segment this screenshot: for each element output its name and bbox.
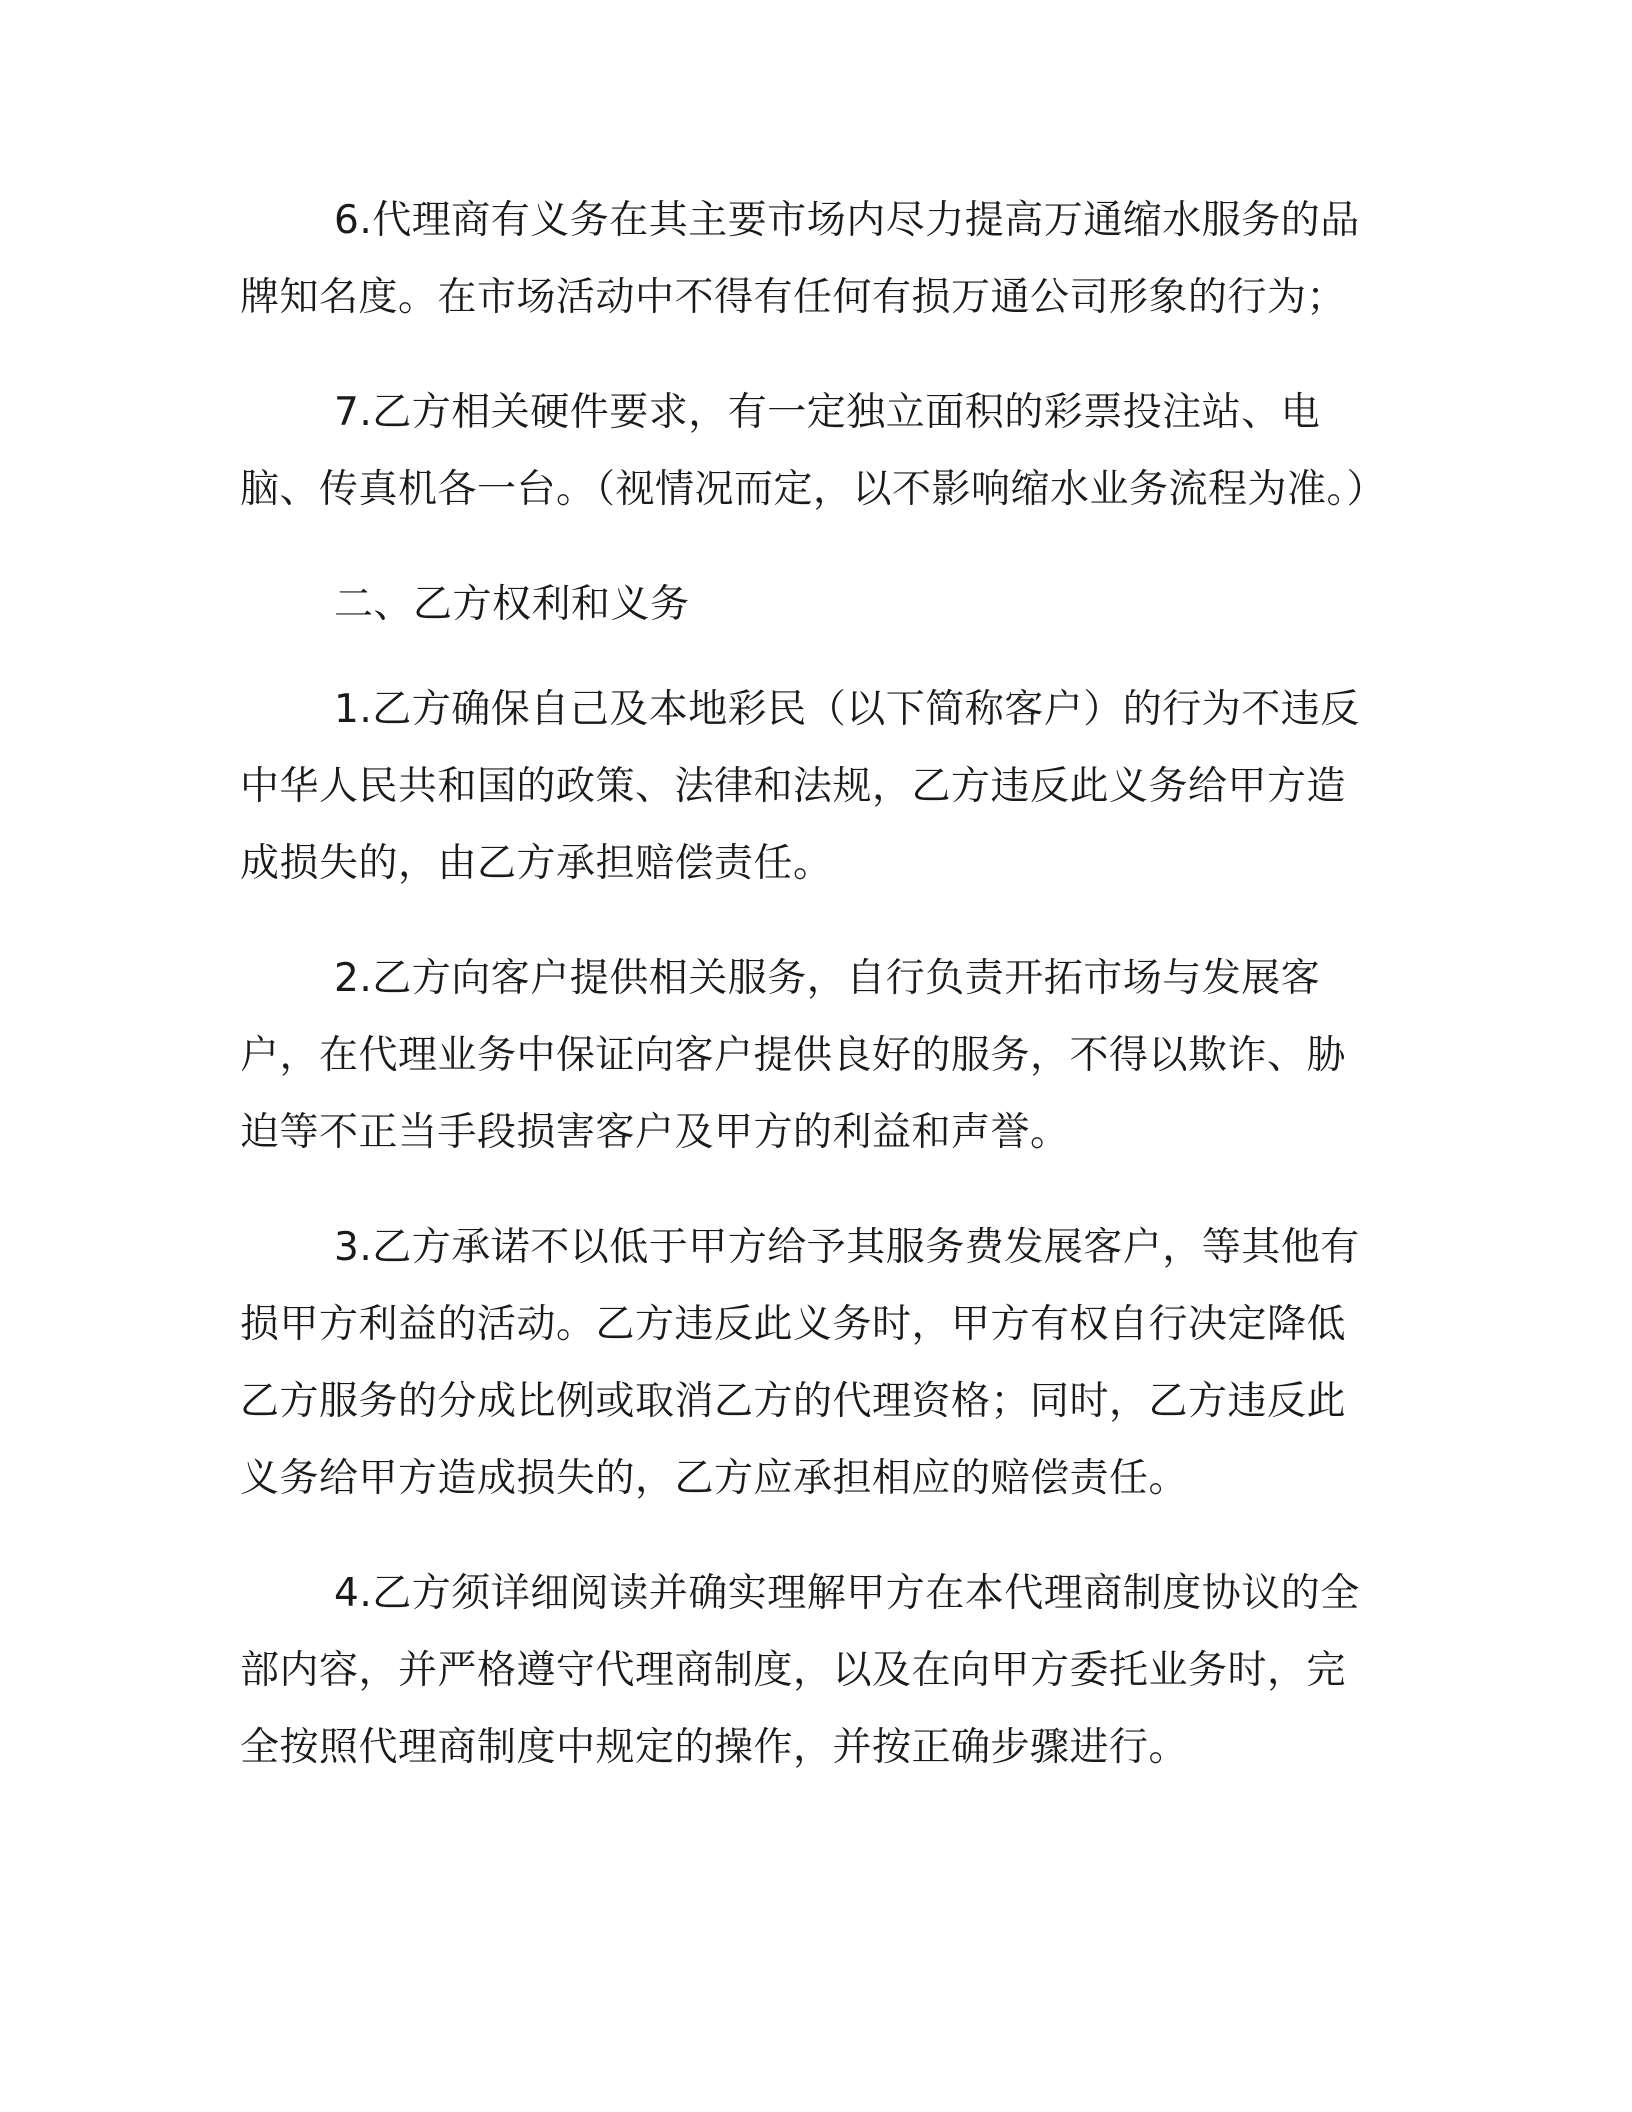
- clause-3: 3.乙方承诺不以低于甲方给予其服务费发展客户，等其他有损甲方利益的活动。乙方违反此义务时，甲方有权自行决定降低乙方服务的分成比例或取消乙方的代理资格；同时，乙方违反此义务给甲方造成损失的，乙方应承担相应的赔偿责任。: [240, 1225, 1360, 1501]
- clause-1: 1.乙方确保自己及本地彩民（以下简称客户）的行为不违反中华人民共和国的政策、法律和法规，乙方违反此义务给甲方造成损失的，由乙方承担赔偿责任。: [240, 687, 1360, 886]
- clause-7: 7.乙方相关硬件要求，有一定独立面积的彩票投注站、电脑、传真机各一台。（视情况而定，以不影响缩水业务流程为准。）: [240, 390, 1387, 512]
- section-heading-rights-obligations: 二、乙方权利和义务: [334, 582, 690, 627]
- clause-2: 2.乙方向客户提供相关服务，自行负责开拓市场与发展客户，在代理业务中保证向客户提供良好的服务，不得以欺诈、胁迫等不正当手段损害客户及甲方的利益和声誉。: [240, 956, 1347, 1155]
- document-body: [240, 182, 1387, 1786]
- clause-6: 6.代理商有义务在其主要市场内尽力提高万通缩水服务的品牌知名度。在市场活动中不得有任何有损万通公司形象的行为；: [240, 198, 1360, 320]
- clause-4: 4.乙方须详细阅读并确实理解甲方在本代理商制度协议的全部内容，并严格遵守代理商制度，以及在向甲方委托业务时，完全按照代理商制度中规定的操作，并按正确步骤进行。: [240, 1571, 1360, 1770]
